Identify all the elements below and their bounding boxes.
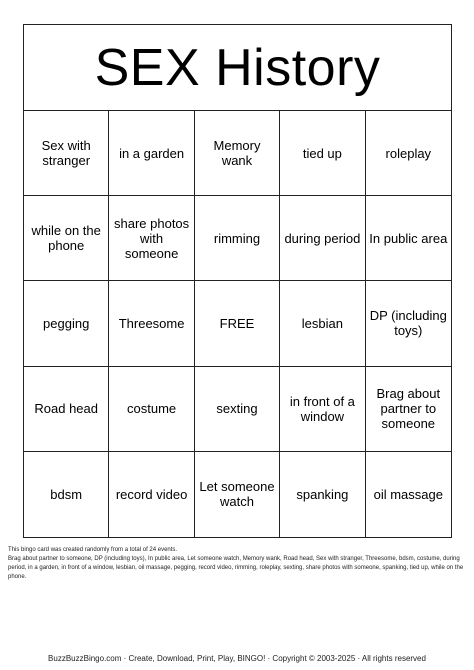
bingo-cell: in a garden <box>109 111 194 196</box>
bingo-cell: pegging <box>24 281 109 366</box>
bingo-card <box>23 24 452 538</box>
site-footer: BuzzBuzzBingo.com · Create, Download, Print, Play, BINGO! · Copyright © 2003-2025 · All rights reserved <box>48 654 426 663</box>
note-intro: This bingo card was created randomly from a total of 24 events. <box>8 547 178 553</box>
card-title: SEX History <box>94 38 381 97</box>
bingo-cell: tied up <box>280 111 365 196</box>
bingo-cell: during period <box>280 196 365 281</box>
card-note <box>8 546 466 582</box>
title-box <box>24 25 451 111</box>
bingo-cell: in front of a window <box>280 367 365 452</box>
bingo-cell: rimming <box>195 196 280 281</box>
bingo-cell: while on the phone <box>24 196 109 281</box>
bingo-cell: lesbian <box>280 281 365 366</box>
bingo-cell: oil massage <box>373 486 443 502</box>
bingo-cell: share photos with someone <box>109 196 194 281</box>
bingo-cell: record video <box>109 452 194 537</box>
note-event-list: Brag about partner to someone, DP (including toys), In public area, Let someone watch, Memory wank, Road head, Sex with stranger, Threesome, bdsm, costume, during period, in a garden, in front of a window, lesbian, oil massage, pegging, record video, rimming, roleplay, sexting, share photos with someone, spanking, tied up, while on the phone. <box>8 556 464 580</box>
free-space-cell: FREE <box>195 281 280 366</box>
bingo-cell: Sex with stranger <box>24 111 109 196</box>
bingo-cell: Memory wank <box>195 111 280 196</box>
bingo-cell: spanking <box>280 452 365 537</box>
bingo-cell: sexting <box>195 367 280 452</box>
bingo-grid <box>24 111 451 537</box>
bingo-cell: Road head <box>24 367 109 452</box>
bingo-cell: In public area <box>366 196 451 281</box>
bingo-cell: costume <box>109 367 194 452</box>
bingo-cell: bdsm <box>24 452 109 537</box>
bingo-cell: Threesome <box>109 281 194 366</box>
bingo-cell: roleplay <box>366 111 451 196</box>
bingo-cell: Brag about partner to someone <box>366 367 451 452</box>
bingo-cell: DP (including toys) <box>366 281 451 366</box>
bingo-cell: Let someone watch <box>195 452 280 537</box>
